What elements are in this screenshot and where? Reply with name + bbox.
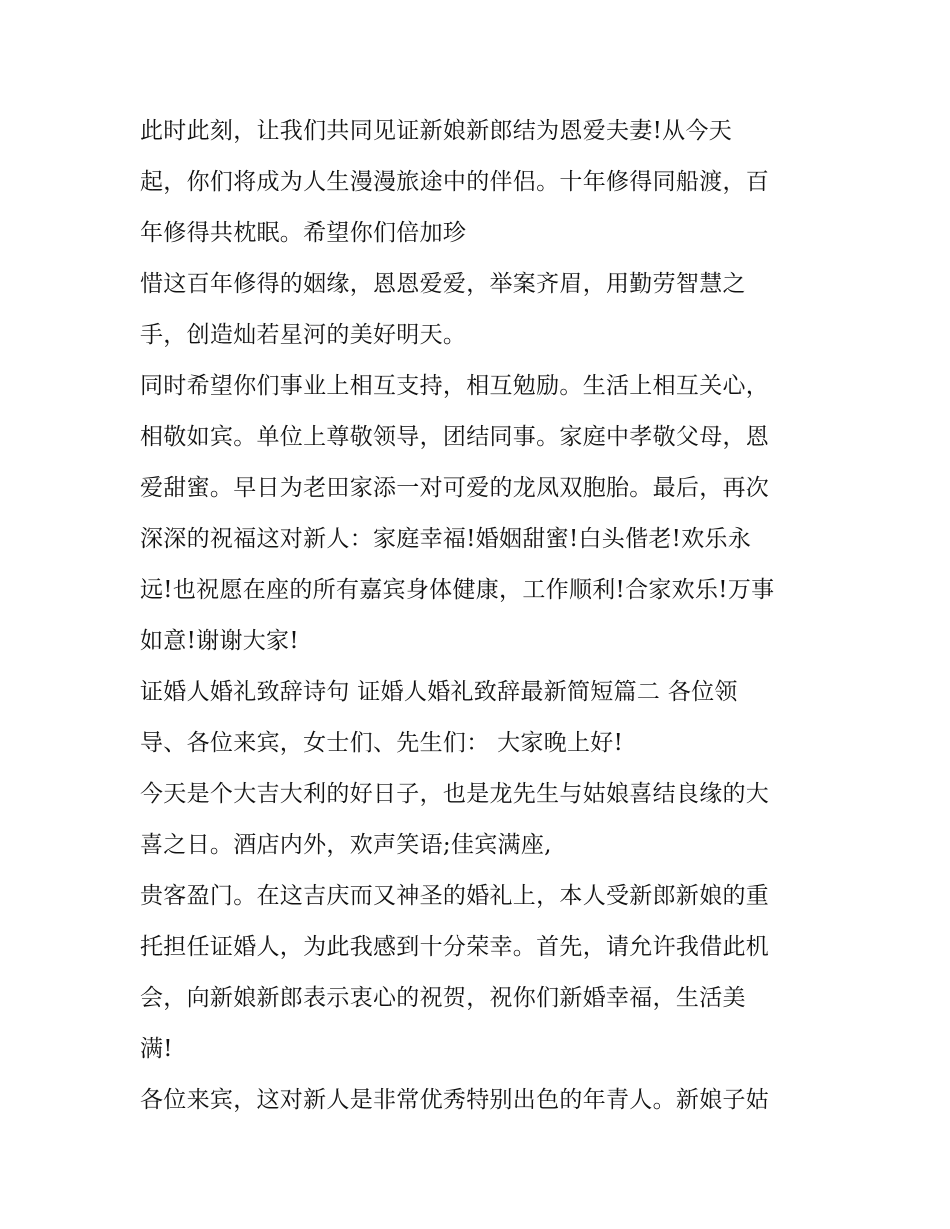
text-line: 深深的祝福这对新人：家庭幸福!婚姻甜蜜!白头偕老!欢乐永 [140,526,752,552]
text-line: 惜这百年修得的姻缘，恩恩爱爱，举案齐眉，用勤劳智慧之 [140,271,746,297]
text-line: 各位来宾，这对新人是非常优秀特别出色的年青人。新娘子姑 [140,1087,770,1113]
document-body [140,106,830,1126]
text-line: 远!也祝愿在座的所有嘉宾身体健康，工作顺利!合家欢乐!万事 [140,577,775,603]
text-line: 满! [140,1036,173,1062]
text-line: 年修得共枕眠。希望你们倍加珍 [140,220,467,246]
text-line: 托担任证婚人，为此我感到十分荣幸。首先，请允许我借此机 [140,934,770,960]
text-line: 爱甜蜜。早日为老田家添一对可爱的龙凤双胞胎。最后，再次 [140,475,770,501]
text-line: 喜之日。酒店内外，欢声笑语;佳宾满座, [140,832,552,858]
text-line: 导、各位来宾，女士们、先生们： 大家晚上好! [140,730,624,756]
text-line: 今天是个大吉大利的好日子，也是龙先生与姑娘喜结良缘的大 [140,781,770,807]
text-line: 相敬如宾。单位上尊敬领导，团结同事。家庭中孝敬父母，恩 [140,424,770,450]
text-line: 证婚人婚礼致辞诗句 证婚人婚礼致辞最新简短篇二 各位领 [140,679,738,705]
text-line: 会，向新娘新郎表示衷心的祝贺，祝你们新婚幸福，生活美 [140,985,746,1011]
text-line: 起，你们将成为人生漫漫旅途中的伴侣。十年修得同船渡，百 [140,169,770,195]
text-line: 手，创造灿若星河的美好明天。 [140,322,467,348]
text-line: 贵客盈门。在这吉庆而又神圣的婚礼上，本人受新郎新娘的重 [140,883,770,909]
text-line: 此时此刻，让我们共同见证新娘新郎结为恩爱夫妻!从今天 [140,118,733,144]
text-line: 同时希望你们事业上相互支持，相互勉励。生活上相互关心， [140,373,770,399]
text-line: 如意!谢谢大家! [140,628,299,654]
